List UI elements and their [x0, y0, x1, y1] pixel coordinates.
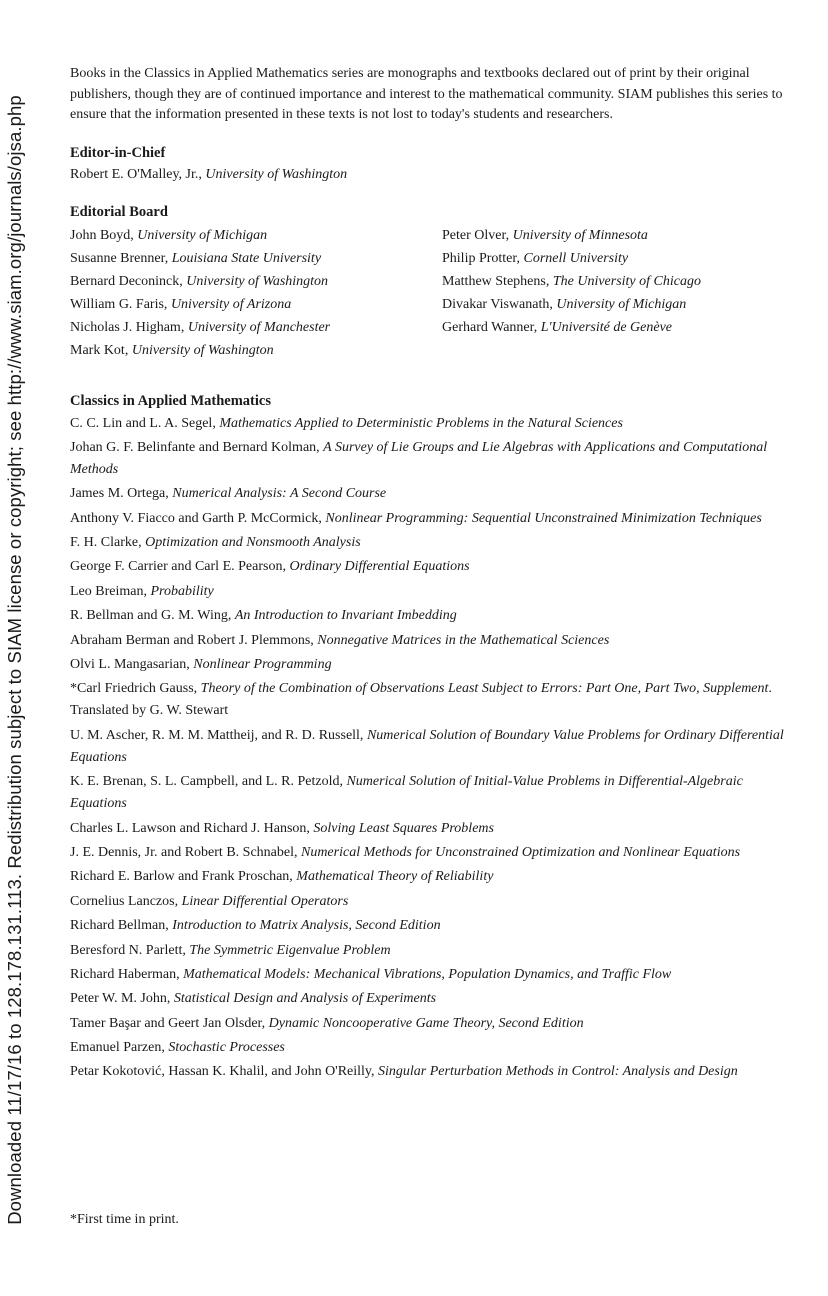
entry-authors: Tamer Başar and Geert Jan Olsder, [70, 1015, 269, 1031]
entry-title: Numerical Solution of Boundary Value Problems for Ordinary Differential Equations [70, 727, 784, 765]
entry-authors: Richard E. Barlow and Frank Proschan, [70, 869, 297, 885]
entry-title: An Introduction to Invariant Imbedding [234, 608, 457, 624]
board-member [70, 293, 442, 316]
board-member-name: Bernard Deconinck, [70, 273, 187, 289]
board-member-name: William G. Faris, [70, 296, 171, 312]
classics-entry [70, 581, 790, 603]
entry-authors: Petar Kokotović, Hassan K. Khalil, and John O'Reilly, [70, 1064, 379, 1080]
classics-entry [70, 964, 790, 986]
editor-in-chief [70, 163, 790, 186]
entry-title: Nonlinear Programming [193, 657, 332, 673]
entry-title: Theory of the Combination of Observations Least Subject to Errors: Part One, Part Two, Supplement [200, 681, 769, 697]
entry-authors: U. M. Ascher, R. M. M. Mattheij, and R. D. Russell, [70, 727, 367, 743]
editorial-board [70, 224, 790, 362]
entry-title: Probability [150, 583, 214, 599]
entry-title: Mathematics Applied to Deterministic Problems in the Natural Sciences [219, 415, 623, 431]
board-member [442, 316, 790, 339]
board-column-left [70, 224, 442, 362]
board-member-name: John Boyd, [70, 227, 138, 243]
footnote: *First time in print. [70, 1212, 179, 1227]
board-member-affiliation: University of Washington [186, 273, 329, 289]
editorial-board-heading: Editorial Board [70, 203, 168, 220]
entry-authors: Richard Bellman, [70, 918, 173, 934]
classics-entry [70, 1061, 790, 1083]
board-member [70, 316, 442, 339]
classics-entry [70, 988, 790, 1010]
board-member-affiliation: The University of Chicago [552, 273, 701, 289]
classics-entry [70, 532, 790, 554]
board-member-name: Gerhard Wanner, [442, 319, 541, 335]
board-member [70, 247, 442, 270]
entry-authors: Peter W. M. John, [70, 991, 174, 1007]
board-member [442, 224, 790, 247]
entry-title: Statistical Design and Analysis of Experiments [173, 991, 437, 1007]
board-member [442, 247, 790, 270]
board-member-name: Matthew Stephens, [442, 273, 553, 289]
classics-entry [70, 605, 790, 627]
classics-entry [70, 437, 790, 481]
board-member [70, 270, 442, 293]
board-member-affiliation: L'Université de Genève [540, 319, 673, 335]
classics-entry [70, 940, 790, 962]
board-member-affiliation: Cornell University [523, 250, 629, 266]
board-member-affiliation: University of Minnesota [512, 227, 648, 243]
classics-entry [70, 771, 790, 815]
board-member-name: Philip Protter, [442, 250, 524, 266]
entry-title: Ordinary Differential Equations [289, 559, 470, 575]
entry-authors: James M. Ortega, [70, 486, 173, 502]
entry-authors: F. H. Clarke, [70, 535, 146, 551]
entry-title: Numerical Methods for Unconstrained Optimization and Nonlinear Equations [300, 844, 741, 860]
entry-title: Nonlinear Programming: Sequential Unconstrained Minimization Techniques [325, 510, 762, 526]
entry-authors: Emanuel Parzen, [70, 1040, 169, 1056]
classics-list [70, 413, 790, 1084]
entry-authors: Johan G. F. Belinfante and Bernard Kolman, [70, 439, 324, 455]
classics-entry [70, 413, 790, 435]
entry-title: Solving Least Squares Problems [313, 820, 494, 836]
entry-title: Stochastic Processes [168, 1040, 285, 1056]
entry-title: Optimization and Nonsmooth Analysis [145, 535, 361, 551]
classics-entry [70, 866, 790, 888]
page-content [70, 64, 790, 1086]
entry-authors: Leo Breiman, [70, 583, 151, 599]
series-intro: Books in the Classics in Applied Mathematics series are monographs and textbooks declared out of print by their original publishers, though they are of continued importance and interest to the mathematical community. SIAM publishes this series to ensure that the information presented in these texts is not lost to today's students and researchers. [70, 66, 783, 122]
classics-entry [70, 654, 790, 676]
entry-title: Introduction to Matrix Analysis, Second Edition [172, 918, 441, 934]
board-member [70, 339, 442, 362]
entry-title: Mathematical Theory of Reliability [296, 869, 494, 885]
entry-authors: J. E. Dennis, Jr. and Robert B. Schnabel, [70, 844, 301, 860]
entry-authors: Abraham Berman and Robert J. Plemmons, [70, 632, 318, 648]
download-notice [2, 85, 28, 1235]
board-member-affiliation: University of Washington [131, 342, 274, 358]
board-member [442, 293, 790, 316]
entry-title: Numerical Analysis: A Second Course [172, 486, 387, 502]
classics-entry [70, 1013, 790, 1035]
entry-authors: Olvi L. Mangasarian, [70, 657, 194, 673]
entry-note: . Translated by G. W. Stewart [70, 681, 772, 719]
board-member-name: Divakar Viswanath, [442, 296, 557, 312]
entry-title: Dynamic Noncooperative Game Theory, Second Edition [268, 1015, 584, 1031]
classics-entry [70, 818, 790, 840]
entry-authors: Cornelius Lanczos, [70, 893, 182, 909]
classics-entry [70, 725, 790, 769]
entry-title: The Symmetric Eigenvalue Problem [189, 942, 391, 958]
classics-entry [70, 508, 790, 530]
entry-title: A Survey of Lie Groups and Lie Algebras with Applications and Computational Methods [70, 439, 768, 477]
entry-authors: C. C. Lin and L. A. Segel, [70, 415, 220, 431]
board-member-name: Susanne Brenner, [70, 250, 172, 266]
classics-entry [70, 842, 790, 864]
board-member-name: Mark Kot, [70, 342, 132, 358]
board-member-affiliation: Louisiana State University [171, 250, 322, 266]
classics-heading: Classics in Applied Mathematics [70, 392, 271, 409]
classics-entry [70, 630, 790, 652]
editor-in-chief-heading: Editor-in-Chief [70, 144, 166, 161]
entry-authors: Beresford N. Parlett, [70, 942, 190, 958]
board-member-affiliation: University of Manchester [187, 319, 331, 335]
entry-authors: R. Bellman and G. M. Wing, [70, 608, 235, 624]
entry-authors: George F. Carrier and Carl E. Pearson, [70, 559, 290, 575]
entry-authors: Charles L. Lawson and Richard J. Hanson, [70, 820, 314, 836]
board-member-affiliation: University of Arizona [170, 296, 292, 312]
entry-authors: Anthony V. Fiacco and Garth P. McCormick, [70, 510, 326, 526]
editor-affiliation: University of Washington [205, 166, 348, 182]
board-member [442, 270, 790, 293]
entry-title: Linear Differential Operators [181, 893, 349, 909]
board-column-right [442, 224, 790, 362]
classics-entry [70, 1037, 790, 1059]
board-member [70, 224, 442, 247]
entry-title: Numerical Solution of Initial-Value Problems in Differential-Algebraic Equations [70, 774, 743, 812]
editor-name: Robert E. O'Malley, Jr., [70, 166, 206, 182]
download-notice-text: Downloaded 11/17/16 to 128.178.131.113. Redistribution subject to SIAM license or copyright; see http://www.siam.org/journals/ojsa.php [4, 95, 26, 1225]
entry-authors: K. E. Brenan, S. L. Campbell, and L. R. Petzold, [70, 774, 347, 790]
board-member-affiliation: University of Michigan [556, 296, 687, 312]
classics-entry [70, 678, 790, 722]
board-member-name: Peter Olver, [442, 227, 513, 243]
entry-title: Nonnegative Matrices in the Mathematical Sciences [317, 632, 610, 648]
board-member-name: Nicholas J. Higham, [70, 319, 188, 335]
entry-title: Singular Perturbation Methods in Control: Analysis and Design [378, 1064, 738, 1080]
classics-entry [70, 483, 790, 505]
entry-authors: Richard Haberman, [70, 966, 184, 982]
classics-entry [70, 556, 790, 578]
board-member-affiliation: University of Michigan [137, 227, 268, 243]
classics-entry [70, 915, 790, 937]
classics-entry [70, 891, 790, 913]
entry-title: Mathematical Models: Mechanical Vibrations, Population Dynamics, and Traffic Flow [183, 966, 672, 982]
entry-authors: *Carl Friedrich Gauss, [70, 681, 201, 697]
